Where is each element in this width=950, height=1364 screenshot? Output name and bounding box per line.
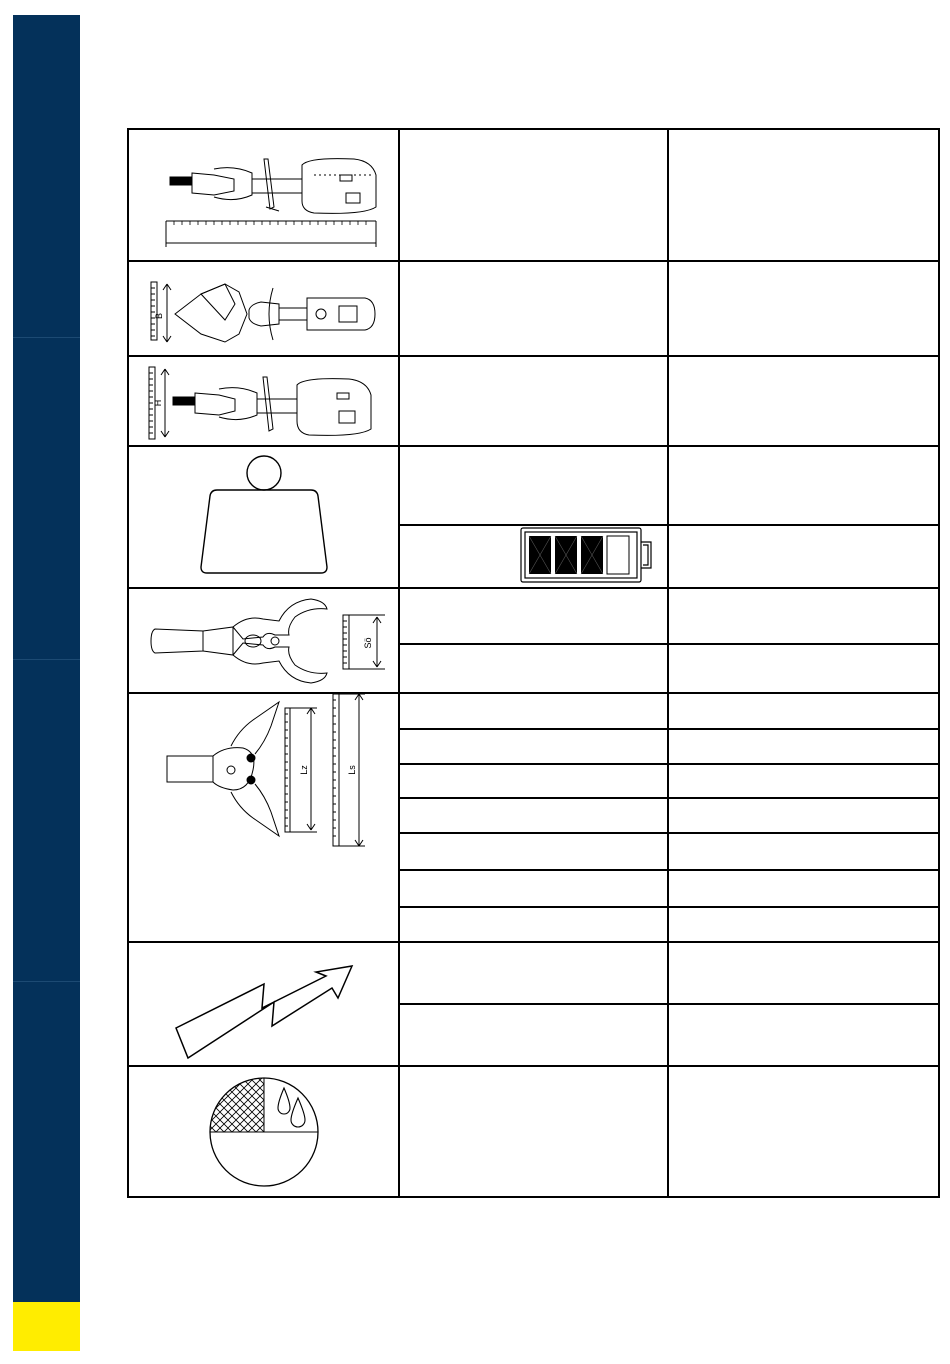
cutting-value-cell-5 <box>399 833 668 870</box>
cutter-opening-icon <box>139 591 389 691</box>
opening-label: Sö <box>362 636 373 649</box>
opening-value-cell <box>399 588 668 644</box>
sidebar-band <box>13 15 80 1302</box>
tool-side-length-icon <box>144 135 384 255</box>
protection-unit-cell <box>668 1066 939 1197</box>
height-unit-cell <box>668 356 939 446</box>
weight-unit-cell <box>668 446 939 525</box>
table-row-power <box>128 942 939 1004</box>
cutting-value-cell-6 <box>399 870 668 907</box>
ip-protection-icon <box>204 1072 324 1192</box>
cutting-value-cell-3 <box>399 764 668 798</box>
height-label: H <box>152 399 163 407</box>
battery-unit-cell <box>668 525 939 588</box>
opening-unit-cell-2 <box>668 644 939 693</box>
cutting-unit-cell-3 <box>668 764 939 798</box>
power-unit-cell-2 <box>668 1004 939 1066</box>
width-diagram-cell <box>128 261 399 356</box>
battery-cell <box>399 525 668 588</box>
lightning-bolt-icon <box>174 948 354 1060</box>
cutting-unit-cell-1 <box>668 693 939 729</box>
blade-length-label: Lz <box>298 765 309 775</box>
table-row-weight <box>128 446 939 525</box>
table-row-opening <box>128 588 939 644</box>
height-diagram-cell <box>128 356 399 446</box>
battery-icon <box>519 526 663 584</box>
spreader-length-label: Ls <box>346 765 357 775</box>
length-diagram-cell <box>128 129 399 261</box>
cutting-unit-cell-4 <box>668 798 939 833</box>
weight-icon <box>199 453 329 581</box>
cutting-diagram-cell <box>128 693 399 942</box>
length-value-cell <box>399 129 668 261</box>
sidebar-divider <box>13 981 80 982</box>
cutting-unit-cell-2 <box>668 729 939 764</box>
width-unit-cell <box>668 261 939 356</box>
power-diagram-cell <box>128 942 399 1066</box>
cutting-value-cell-4 <box>399 798 668 833</box>
power-value-cell <box>399 942 668 1004</box>
table-row-cutting <box>128 693 939 729</box>
sidebar-divider <box>13 659 80 660</box>
weight-diagram-cell <box>128 446 399 588</box>
tool-top-width-icon <box>139 264 389 354</box>
width-value-cell <box>399 261 668 356</box>
tool-side-height-icon <box>139 359 389 443</box>
cutting-value-cell-1 <box>399 693 668 729</box>
sidebar-divider <box>13 337 80 338</box>
opening-diagram-cell <box>128 588 399 693</box>
table-row-protection <box>128 1066 939 1197</box>
battery-cell-4 <box>607 536 629 574</box>
cutting-value-cell-7 <box>399 907 668 942</box>
opening-value-cell-2 <box>399 644 668 693</box>
sidebar-accent-yellow <box>13 1302 80 1351</box>
cutting-unit-cell-6 <box>668 870 939 907</box>
width-label: B <box>153 312 164 319</box>
table-row-length <box>128 129 939 261</box>
weight-value-cell <box>399 446 668 525</box>
opening-unit-cell <box>668 588 939 644</box>
length-unit-cell <box>668 129 939 261</box>
cutter-blades-length-icon <box>139 694 389 864</box>
table-row-width <box>128 261 939 356</box>
power-unit-cell <box>668 942 939 1004</box>
cutting-unit-cell-7 <box>668 907 939 942</box>
protection-diagram-cell <box>128 1066 399 1197</box>
cutting-value-cell-2 <box>399 729 668 764</box>
table-row-height <box>128 356 939 446</box>
height-value-cell <box>399 356 668 446</box>
power-value-cell-2 <box>399 1004 668 1066</box>
specification-table <box>127 128 940 1198</box>
protection-value-cell <box>399 1066 668 1197</box>
cutting-unit-cell-5 <box>668 833 939 870</box>
